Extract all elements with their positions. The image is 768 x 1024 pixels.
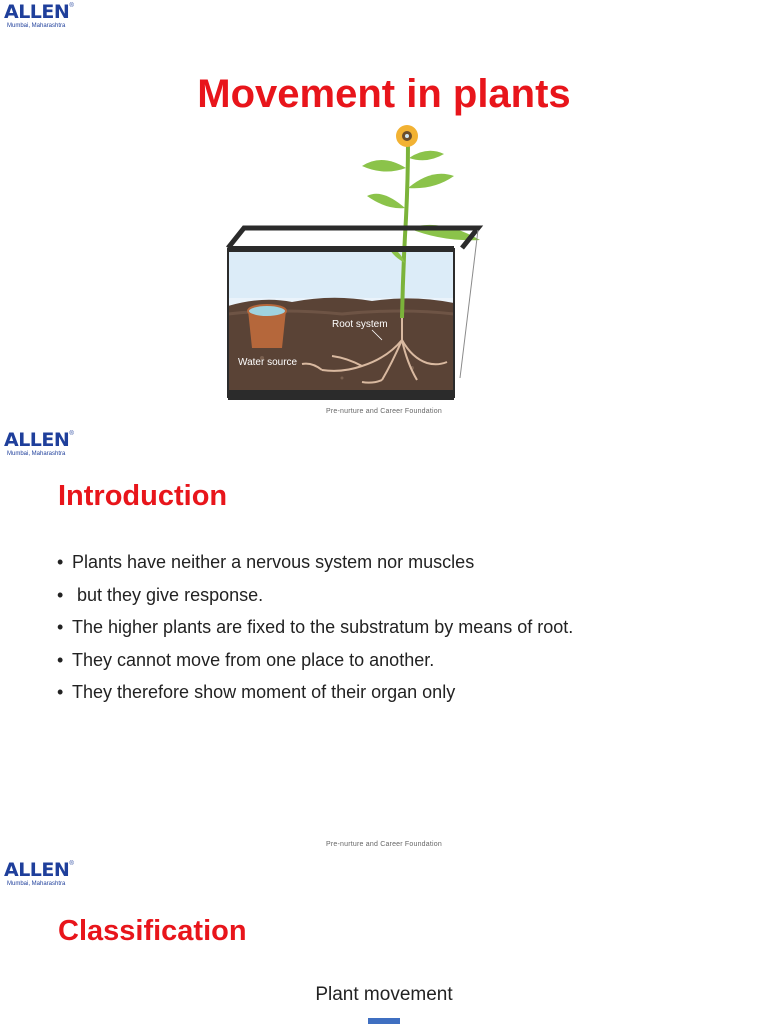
list-item: • but they give response. (57, 584, 264, 605)
flower (396, 125, 418, 147)
section-heading: Classification (58, 915, 247, 947)
list-item: • They therefore show moment of their organ only (57, 682, 456, 703)
footer-text: Pre-nurture and Career Foundation (326, 841, 442, 848)
slide-title (0, 0, 768, 428)
logo-location: Mumbai, Maharashtra (7, 23, 66, 29)
slide-introduction (0, 428, 768, 858)
allen-logo (4, 860, 84, 888)
plant-tank-illustration (222, 118, 484, 408)
logo-registered-mark: ® (69, 861, 74, 867)
list-item: • They cannot move from one place to another. (57, 649, 435, 670)
classification-root-label: Plant movement (315, 984, 453, 1005)
water-source-label: Water source (238, 357, 298, 368)
footer-text: Pre-nurture and Career Foundation (326, 408, 442, 415)
allen-logo (4, 430, 84, 458)
slide-classification (0, 858, 768, 1024)
diagram-connector-box (368, 1018, 400, 1024)
logo-location: Mumbai, Maharashtra (7, 451, 66, 457)
tank-base (228, 390, 454, 400)
logo-registered-mark: ® (69, 3, 74, 9)
logo-registered-mark: ® (69, 431, 74, 437)
tank-rim-front (228, 246, 454, 252)
list-item: • Plants have neither a nervous system nor muscles (57, 552, 475, 572)
tank-glass-upper (228, 248, 454, 298)
logo-wordmark: ALLEN (4, 1, 70, 23)
allen-logo (4, 2, 84, 30)
bullet-list (57, 550, 573, 713)
logo-wordmark: ALLEN (4, 859, 70, 881)
logo-wordmark: ALLEN (4, 429, 70, 451)
section-heading: Introduction (58, 480, 228, 512)
water-surface (248, 305, 286, 317)
soil-speck (341, 377, 344, 380)
tank-edge-back (460, 230, 478, 378)
page-title: Movement in plants (197, 72, 571, 116)
root-system-label: Root system (332, 319, 388, 330)
list-item: • The higher plants are fixed to the substratum by means of root. (57, 617, 574, 638)
logo-location: Mumbai, Maharashtra (7, 881, 66, 887)
